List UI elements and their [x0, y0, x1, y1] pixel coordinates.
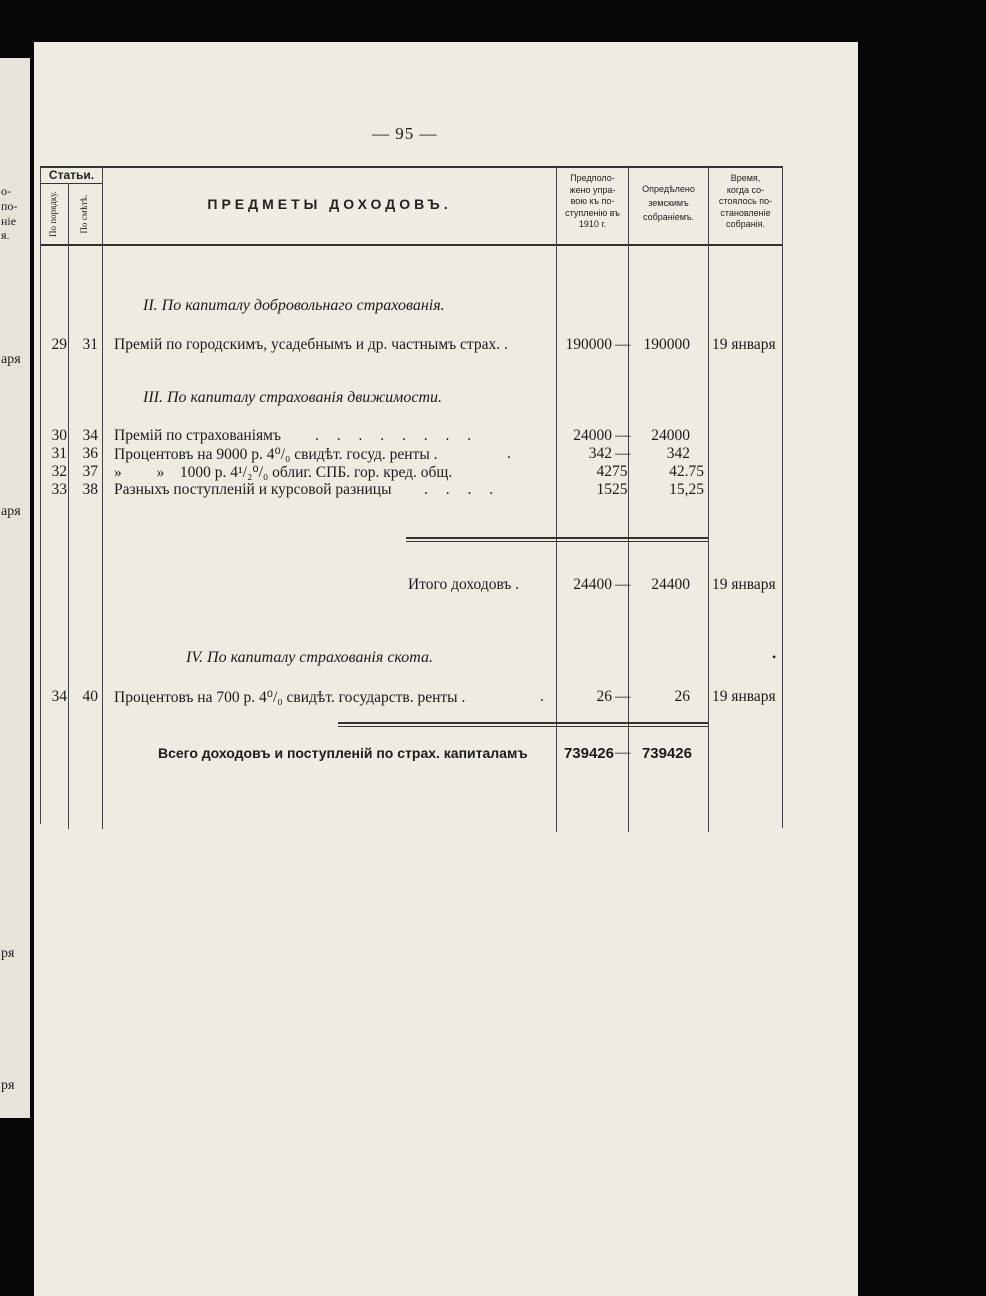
row-dots: . . . .: [424, 481, 501, 498]
row-kopecks: 25: [612, 481, 628, 498]
row-estimate-no: 37: [82, 463, 98, 480]
row-determined: 24000: [651, 427, 690, 444]
edge-fragment: я.: [1, 228, 10, 242]
row-estimate-no: 31: [82, 336, 98, 353]
left-page-edge: [0, 58, 30, 1118]
header-subjects: ПРЕДМЕТЫ ДОХОДОВЪ.: [207, 196, 452, 212]
row-dots: .: [540, 688, 544, 705]
subtotal-label: Итого доходовъ .: [408, 576, 520, 593]
row-determined: 15,25: [669, 481, 704, 498]
header-by-estimate: По смѣтѣ.: [79, 194, 89, 234]
col-line: [708, 166, 709, 832]
row-order-no: 29: [51, 336, 67, 353]
row-order-no: 31: [51, 445, 67, 462]
col-line: [628, 166, 629, 832]
row-kopecks: 75: [612, 463, 628, 480]
sum-rule: [406, 537, 708, 539]
row-proposed: 342: [588, 445, 612, 462]
page-number: — 95 —: [372, 124, 438, 143]
row-date: 19 января: [712, 688, 776, 705]
row-order-no: 32: [51, 463, 67, 480]
header-line: ступленію въ: [565, 207, 620, 218]
edge-fragment: аря: [1, 352, 21, 367]
row-determined: 342: [666, 445, 690, 462]
col-line: [68, 183, 69, 829]
section-heading: III. По капиталу страхованія движимости.: [143, 389, 443, 406]
edge-fragment: по-: [1, 199, 18, 213]
row-order-no: 30: [51, 427, 67, 444]
header-articles: Статьи.: [48, 168, 95, 182]
row-order-no: 33: [51, 481, 67, 498]
header-line: становленіе: [720, 207, 771, 218]
header-line: земскимъ: [648, 198, 689, 208]
edge-fragment: ря: [1, 1078, 15, 1093]
row-dash: —: [615, 688, 631, 705]
row-text: Процентовъ на 700 р. 4⁰/₀ свидѣт. государств. ренты .: [114, 689, 466, 706]
header-determined: [629, 182, 708, 224]
header-line: когда со-: [726, 184, 765, 195]
row-text: Премій по страхованіямъ: [114, 427, 281, 444]
section-heading: II. По капиталу добровольнаго страхованія.: [143, 297, 445, 314]
row-text: Премій по городскимъ, усадебнымъ и др. частнымъ страх. .: [114, 336, 508, 353]
row-text: Процентовъ на 9000 р. 4⁰/₀ свидѣт. госуд. ренты .: [114, 446, 438, 463]
header-line: стоялось по-: [718, 196, 773, 206]
row-determined: 42.75: [669, 463, 704, 480]
table-top-rule: [40, 166, 782, 168]
col-line: [556, 166, 557, 832]
header-line: собраніемъ.: [642, 212, 695, 222]
edge-fragment: аря: [1, 504, 21, 519]
row-estimate-no: 34: [82, 427, 98, 444]
row-order-no: 34: [51, 688, 67, 705]
grand-total-proposed: 739426: [563, 745, 614, 762]
row-proposed: 190000: [565, 336, 612, 353]
row-text: Разныхъ поступленій и курсовой разницы: [114, 481, 392, 498]
edge-fragment: ря: [1, 946, 15, 961]
edge-fragment: о-: [1, 184, 11, 198]
row-proposed: 42: [596, 463, 612, 480]
row-proposed: 15: [596, 481, 612, 498]
row-determined: 190000: [643, 336, 690, 353]
row-estimate-no: 38: [82, 481, 98, 498]
header-line: собранія.: [725, 219, 766, 229]
edge-fragment: ніе: [1, 214, 17, 228]
subtotal-date: 19 января: [712, 576, 776, 593]
row-determined: 26: [674, 688, 690, 705]
header-line: 1910 г.: [578, 219, 607, 229]
grand-total-determined: 739426: [641, 745, 692, 762]
row-date: 19 января: [712, 336, 776, 353]
row-text: » » 1000 р. 4¹/₂⁰/₀ облиг. СПБ. гор. кред. общ.: [114, 464, 453, 481]
grand-total-label: Всего доходовъ и поступленій по страх. капиталамъ: [158, 745, 528, 761]
header-time: [709, 173, 782, 231]
sum-rule: [406, 541, 708, 542]
row-proposed: 26: [596, 688, 612, 705]
subtotal-determined: 24400: [651, 576, 690, 593]
row-dash: —: [615, 427, 631, 444]
row-dots: .: [507, 445, 511, 462]
header-by-order: По порядку.: [48, 191, 58, 237]
header-line: Время,: [730, 173, 761, 183]
subtotal-proposed: 24400: [573, 576, 612, 593]
header-bottom-rule: [40, 244, 782, 246]
row-proposed: 24000: [573, 427, 612, 444]
header-line: Опредѣлено: [642, 184, 695, 194]
row-dash: —: [615, 445, 631, 462]
col-line: [782, 166, 783, 828]
col-line: [102, 166, 103, 829]
row-estimate-no: 36: [82, 445, 98, 462]
header-line: Предполо-: [570, 173, 615, 183]
row-dots: . . . . . . . .: [315, 427, 479, 444]
section-heading: IV. По капиталу страхованія скота.: [186, 649, 434, 666]
total-rule: [338, 726, 708, 727]
row-dash: —: [615, 336, 631, 353]
row-estimate-no: 40: [82, 688, 98, 705]
grand-total-dash: —: [615, 744, 631, 761]
stray-mark: •: [772, 650, 777, 664]
header-proposed: [557, 173, 628, 231]
header-line: вою къ по-: [570, 196, 615, 206]
subtotal-dash: —: [615, 576, 631, 593]
header-line: жено упра-: [569, 184, 616, 195]
total-rule: [338, 722, 708, 724]
